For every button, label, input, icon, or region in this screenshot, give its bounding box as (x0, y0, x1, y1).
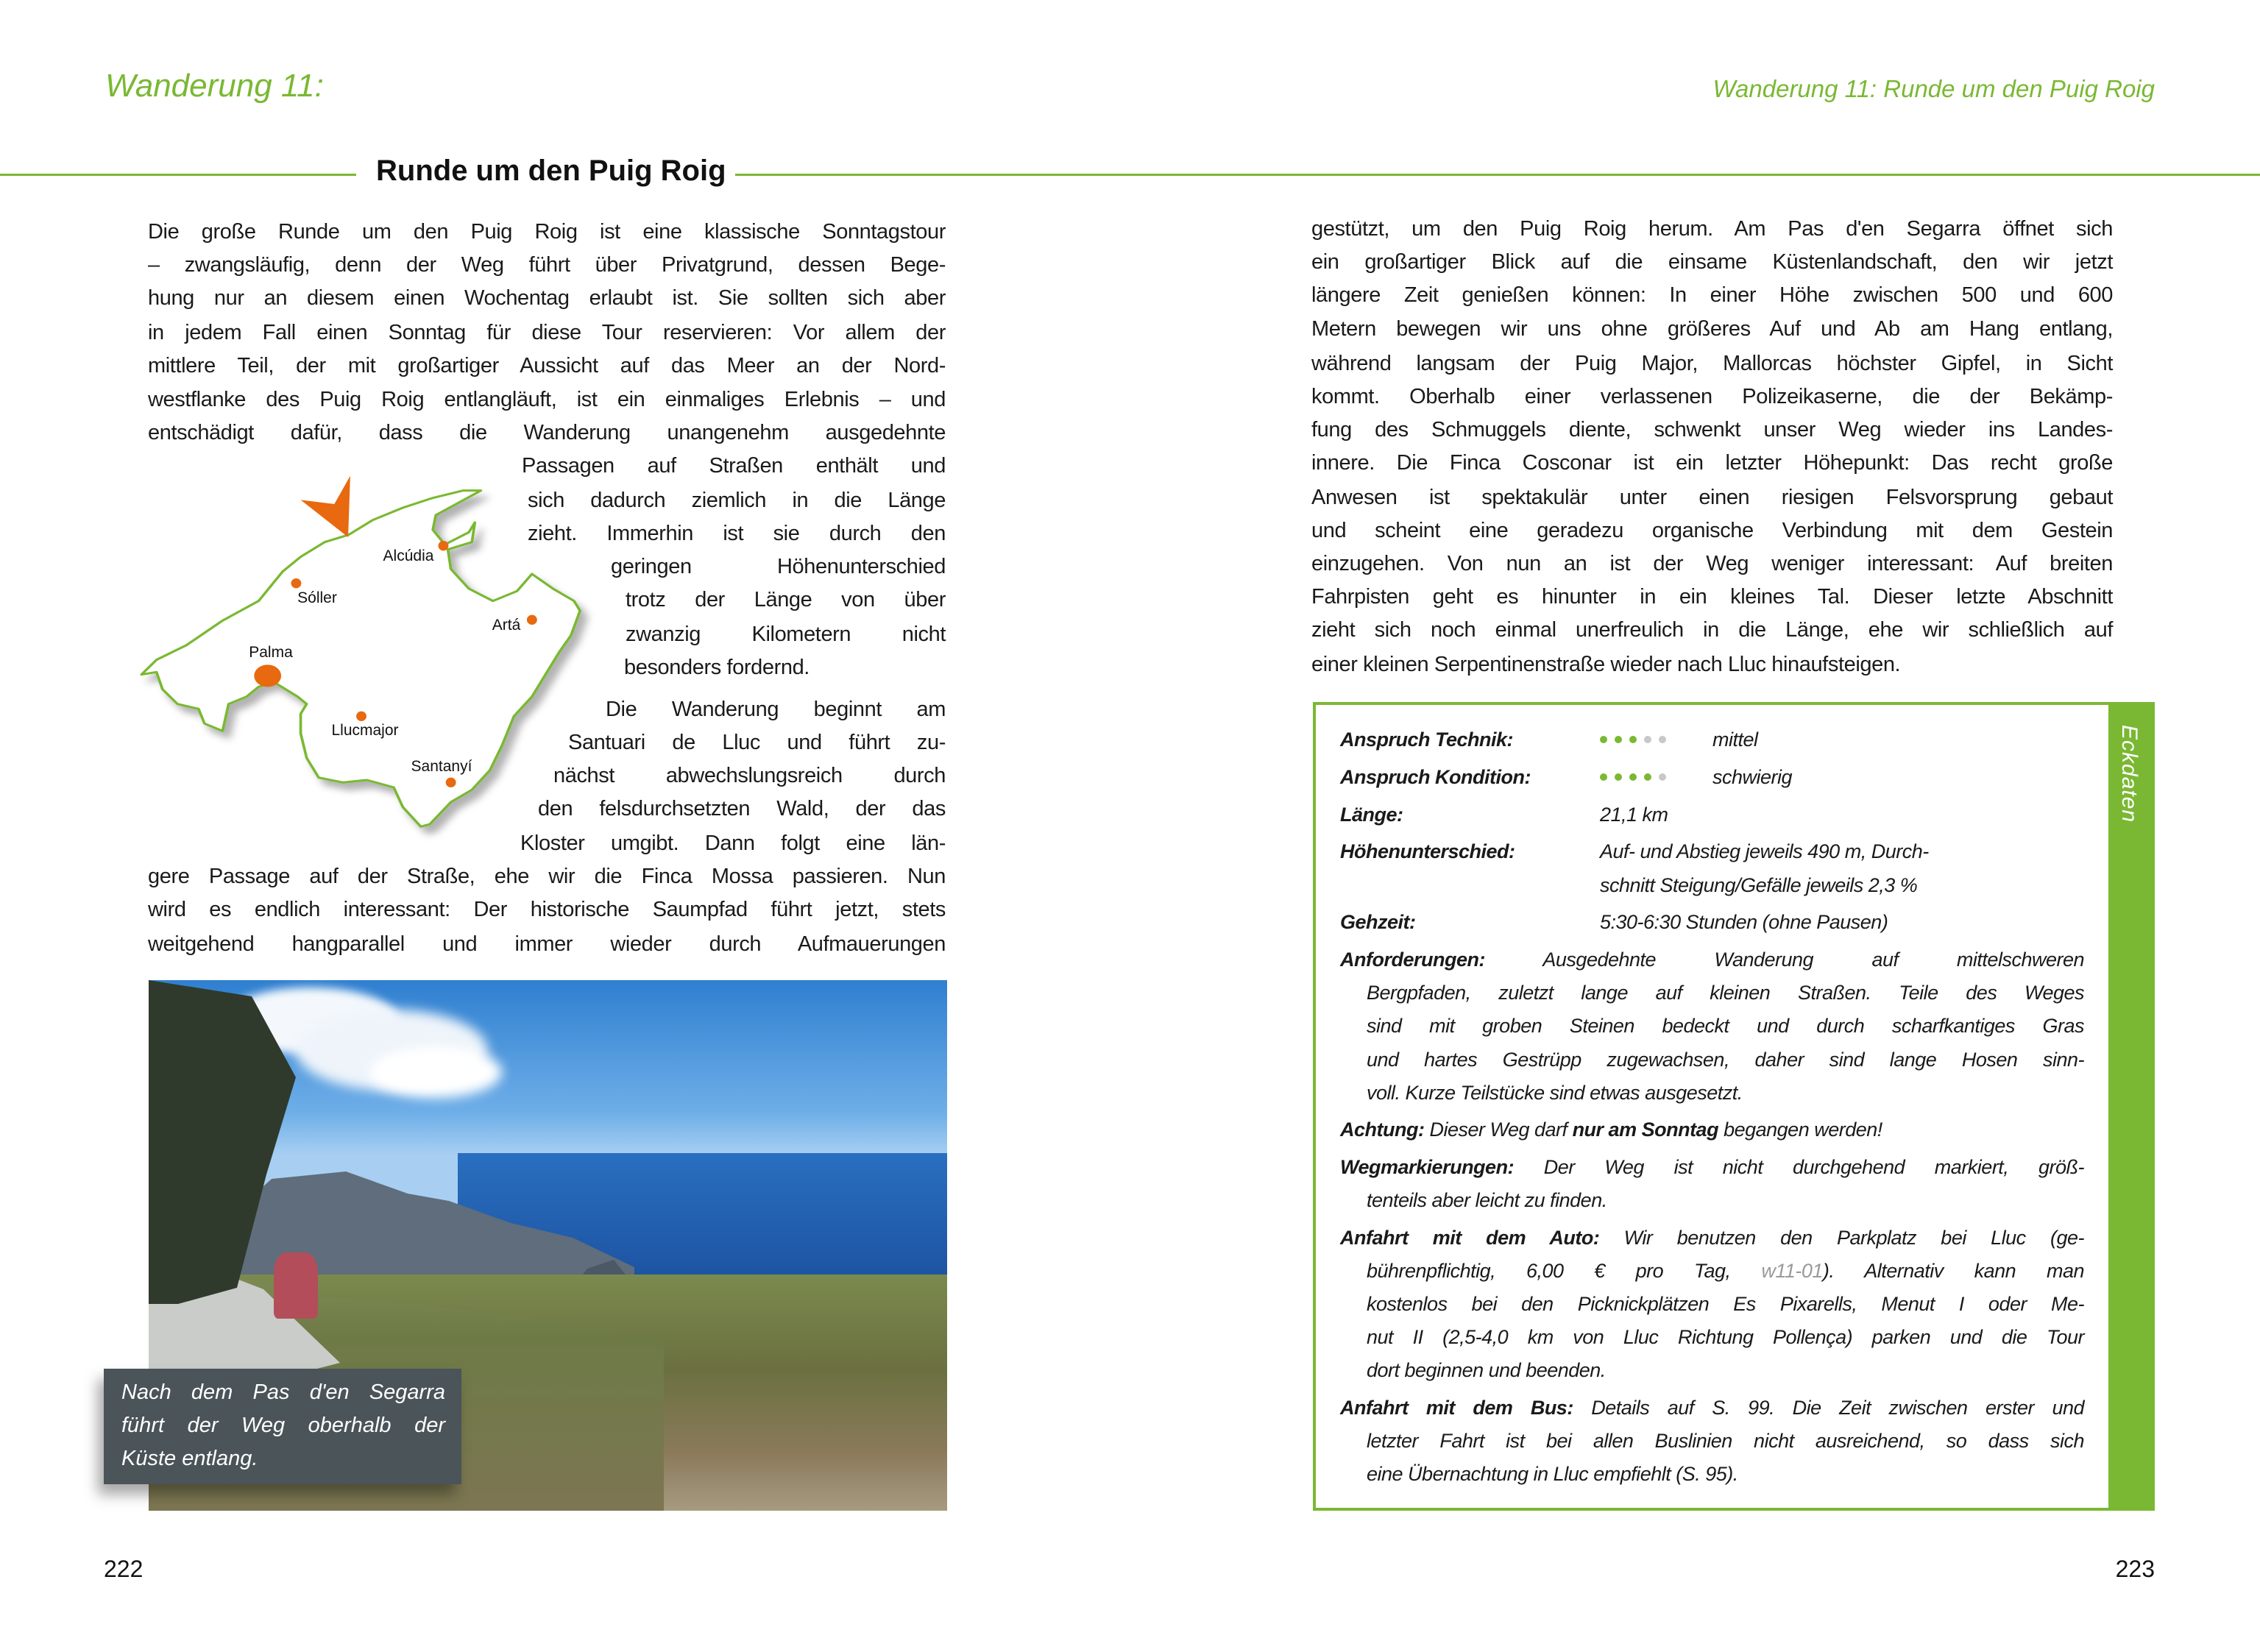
text-line: ein großartiger Blick auf die einsame Küstenlandschaft, den wir jetzt (1311, 250, 2113, 274)
achtung-section (1340, 1113, 2084, 1146)
gehzeit-label: Gehzeit: (1340, 911, 1416, 933)
text-line: letzter Fahrt ist bei allen Buslinien nicht ausreichend, so dass sich (1367, 1430, 2084, 1452)
rating-dot-filled-icon (1615, 736, 1622, 743)
title-rule-left (0, 174, 356, 176)
soller-marker (291, 578, 302, 588)
text-line: sich dadurch ziemlich in die Länge (528, 489, 946, 512)
text-line: dort beginnen und beenden. (1367, 1359, 1606, 1381)
map-label-santanyi: Santanyí (411, 758, 472, 775)
eckdaten-label: Eckdaten (2117, 725, 2142, 823)
text-line: Kloster umgibt. Dann folgt eine län- (520, 832, 946, 855)
text-line: Wir benutzen den Parkplatz bei Lluc (ge- (1599, 1227, 2084, 1249)
photo-caption (104, 1369, 461, 1484)
llucmajor-marker (356, 712, 366, 721)
hoehe-label: Höhenunterschied: (1340, 840, 1515, 862)
technik-value: mittel (1712, 728, 1758, 751)
text-span: begangen werden! (1718, 1119, 1882, 1141)
caption-line: Nach dem Pas d'en Segarra (121, 1380, 445, 1404)
text-line: gere Passage auf der Straße, ehe wir die Finca Mossa passieren. Nun (148, 865, 946, 888)
running-header-left: Wanderung 11: (105, 68, 324, 104)
text-line: kostenlos bei den Picknickplätzen Es Pixarells, Menut I oder Me- (1367, 1293, 2084, 1315)
text-line: mittlere Teil, der mit großartiger Aussicht auf das Meer an der Nord- (148, 354, 946, 377)
text-line: Passagen auf Straßen enthält und (522, 454, 946, 478)
text-line: geringen Höhenunterschied (611, 555, 946, 578)
map-label-alcudia: Alcúdia (383, 547, 434, 564)
text-line: nut II (2,5-4,0 km von Lluc Richtung Pollença) parken und die Tour (1367, 1326, 2084, 1348)
text-line: Die große Runde um den Puig Roig ist eine klassische Sonntagstour (148, 220, 946, 244)
page-number-left: 222 (104, 1556, 144, 1582)
text-line: längere Zeit genießen können: In einer Höhe zwischen 500 und 600 (1311, 283, 2113, 307)
caption-line: führt der Weg oberhalb der (121, 1414, 445, 1437)
text-line: Der Weg ist nicht durchgehend markiert, größ- (1514, 1156, 2084, 1178)
santanyi-marker (446, 778, 456, 787)
laenge-value: 21,1 km (1600, 804, 1668, 826)
alcudia-marker (439, 541, 449, 550)
text-line: hung nur an diesem einen Wochentag erlaubt ist. Sie sollten sich aber (148, 286, 946, 310)
text-line: einzugehen. Von nun an ist der Weg weniger interessant: Auf breiten (1311, 552, 2113, 575)
text-line: während langsam der Puig Major, Mallorcas höchster Gipfel, in Sicht (1311, 352, 2113, 375)
text-line: und hartes Gestrüpp zugewachsen, daher sind lange Hosen sinn- (1367, 1049, 2084, 1071)
rating-dot-filled-icon (1600, 773, 1607, 781)
text-line: nächst abwechslungsreich durch (553, 764, 946, 787)
map-label-soller: Sóller (297, 589, 337, 606)
text-line: eine Übernachtung in Lluc empfiehlt (S. 95). (1367, 1463, 1738, 1485)
text-line: Details auf S. 99. Die Zeit zwischen erster und (1573, 1397, 2084, 1419)
text-line: den felsdurchsetzten Wald, der das (538, 797, 946, 820)
anfahrt-bus-label: Anfahrt mit dem Bus: (1340, 1397, 1573, 1419)
kondition-value: schwierig (1712, 766, 1793, 788)
text-line: Die Wanderung beginnt am (606, 698, 946, 721)
text-line: tenteils aber leicht zu finden. (1367, 1189, 1607, 1211)
text-line: westflanke des Puig Roig entlangläuft, ist ein einmaliges Erlebnis – und (148, 388, 946, 411)
text-line: zieht sich noch einmal unerfreulich in die Länge, ehe wir schließlich auf (1311, 618, 2113, 642)
rating-dot-filled-icon (1629, 736, 1637, 743)
map-label-llucmajor: Llucmajor (331, 722, 399, 739)
rating-dot-filled-icon (1600, 736, 1607, 743)
caption-line: Küste entlang. (121, 1447, 258, 1470)
kondition-label: Anspruch Kondition: (1340, 766, 1531, 788)
map-label-arta: Artá (492, 617, 521, 634)
rating-dot-empty-icon (1659, 773, 1666, 781)
page-number-right: 223 (2115, 1556, 2155, 1582)
arta-marker (527, 615, 537, 625)
rating-dot-filled-icon (1629, 773, 1637, 781)
text-line: gestützt, um den Puig Roig herum. Am Pas d'en Segarra öffnet sich (1311, 217, 2113, 241)
text-line: sind mit groben Steinen bedeckt und durch scharfkantiges Gras (1367, 1015, 2084, 1037)
rating-dot-empty-icon (1644, 736, 1651, 743)
page-title: Runde um den Puig Roig (376, 155, 726, 187)
text-line: trotz der Länge von über (626, 588, 946, 611)
text-line: Ausgedehnte Wanderung auf mittelschweren (1484, 949, 2084, 971)
island-outline (141, 491, 580, 827)
text-line: zieht. Immerhin ist sie durch den (528, 522, 946, 545)
rating-dot-empty-icon (1659, 736, 1666, 743)
technik-rating (1600, 723, 1666, 756)
text-line: weitgehend hangparallel und immer wieder durch Aufmauerungen (148, 932, 946, 956)
anfahrt-auto-label: Anfahrt mit dem Auto: (1340, 1227, 1600, 1249)
anforderungen-label: Anforderungen: (1340, 949, 1485, 971)
map-label-palma: Palma (249, 644, 293, 661)
hoehe-value: Auf- und Abstieg jeweils 490 m, Durch- (1600, 840, 1929, 862)
waypoint-reference: w11-01 (1761, 1260, 1823, 1282)
text-line: Anwesen ist spektakulär unter einen riesigen Felsvorsprung gebaut (1311, 486, 2113, 509)
text-line: entschädigt dafür, dass die Wanderung unangenehm ausgedehnte (148, 421, 946, 444)
achtung-emphasis: nur am Sonntag (1572, 1119, 1719, 1141)
text-line: innere. Die Finca Cosconar ist ein letzter Höhepunkt: Das recht große (1311, 451, 2113, 475)
kondition-rating (1600, 761, 1666, 793)
text-line: Santuari de Lluc und führt zu- (568, 731, 946, 754)
text-line: besonders fordernd. (624, 656, 810, 679)
text-line: wird es endlich interessant: Der historische Saumpfad führt jetzt, stets (148, 898, 946, 921)
route-location-arrow-icon (301, 476, 350, 537)
rating-dot-filled-icon (1644, 773, 1651, 781)
text-line: fung des Schmuggels diente, schwenkt unser Weg wieder ins Landes- (1311, 418, 2113, 442)
text-line: kommt. Oberhalb einer verlassenen Polizeikaserne, die der Bekämp- (1311, 385, 2113, 408)
palma-marker (254, 664, 281, 687)
eckdaten-sidebar (2108, 702, 2155, 1511)
hoehe-value: schnitt Steigung/Gefälle jeweils 2,3 % (1600, 874, 1918, 896)
laenge-label: Länge: (1340, 804, 1403, 826)
text-line: und scheint eine geradezu organische Verbindung mit dem Gestein (1311, 519, 2113, 542)
text-line: Metern bewegen wir uns ohne größeres Auf und Ab am Hang entlang, (1311, 317, 2113, 341)
running-header-right: Wanderung 11: Runde um den Puig Roig (1712, 75, 2155, 102)
wegmarkierungen-label: Wegmarkierungen: (1340, 1156, 1515, 1178)
rating-dot-filled-icon (1615, 773, 1622, 781)
mallorca-locator-map (132, 464, 603, 846)
text-line: zwanzig Kilometern nicht (626, 623, 946, 646)
text-span: ). Alternativ kann man (1822, 1260, 2084, 1282)
text-span: bührenpflichtig, 6,00 € pro Tag, (1367, 1260, 1762, 1282)
title-rule-right (735, 174, 2260, 176)
text-line: in jedem Fall einen Sonntag für diese Tour reservieren: Vor allem der (148, 321, 946, 344)
achtung-label: Achtung: (1340, 1119, 1425, 1141)
text-line: voll. Kurze Teilstücke sind etwas ausgesetzt. (1367, 1082, 1743, 1104)
gehzeit-value: 5:30-6:30 Stunden (ohne Pausen) (1600, 911, 1888, 933)
text-span: Dieser Weg darf (1424, 1119, 1573, 1141)
technik-label: Anspruch Technik: (1340, 728, 1514, 751)
text-line: – zwangsläufig, denn der Weg führt über Privatgrund, dessen Bege- (148, 253, 946, 277)
text-line: einer kleinen Serpentinenstraße wieder nach Lluc hinaufsteigen. (1311, 653, 1901, 676)
text-line: Fahrpisten geht es hinunter in ein kleines Tal. Dieser letzte Abschnitt (1311, 585, 2113, 609)
text-line: Bergpfaden, zuletzt lange auf kleinen Straßen. Teile des Weges (1367, 982, 2084, 1004)
